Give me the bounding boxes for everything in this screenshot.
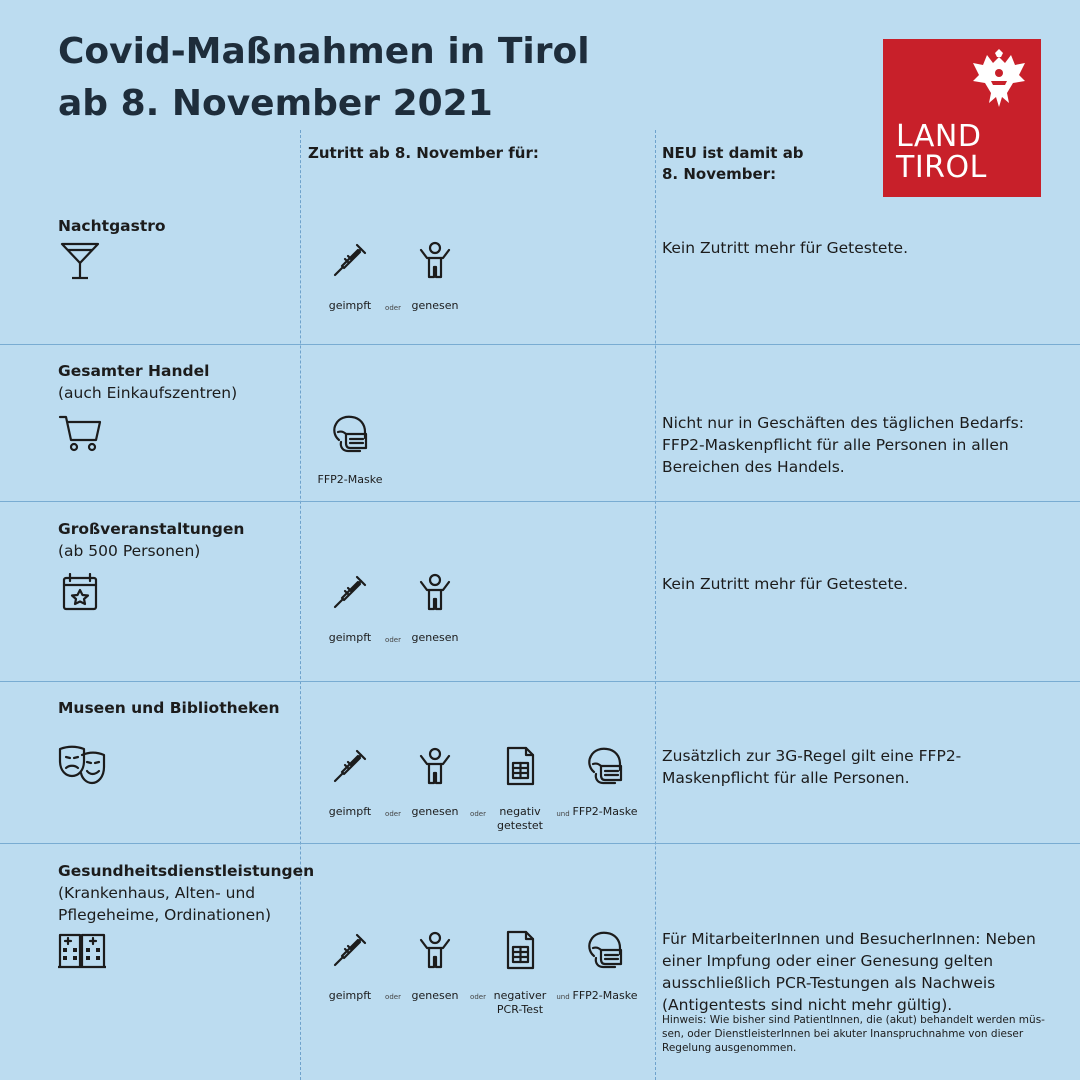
connector-oder: oder <box>385 304 401 312</box>
requirement-label: geimpft <box>328 299 372 312</box>
recovered-person-icon <box>415 572 455 612</box>
neu-text: Nicht nur in Geschäften des täglichen Bedarfs: FFP2-Maskenpflicht für alle Personen in allen Bereichen des Handels. <box>662 414 1024 476</box>
ffp2-mask-icon <box>585 930 625 970</box>
neu-text: Für MitarbeiterInnen und BesucherInnen: Neben einer Impfung oder einer Genesung gelten ausschließlich PCR-Testungen als Nachweis (Antigentests sind nicht mehr gültig). <box>662 930 1036 1014</box>
ffp2-mask-icon <box>330 414 370 454</box>
requirement-label: genesen <box>411 805 459 818</box>
connector-und: und <box>556 810 570 818</box>
column-header-neu: NEU ist damit ab 8. November: <box>662 144 804 183</box>
syringe-icon <box>330 240 370 280</box>
recovered-person-icon <box>415 930 455 970</box>
test-document-icon <box>500 746 540 786</box>
requirement-geimpft <box>310 746 390 819</box>
syringe-icon <box>330 572 370 612</box>
column-divider-2 <box>655 130 656 1080</box>
land-tirol-logo <box>883 39 1041 197</box>
requirement-label: genesen <box>411 989 459 1002</box>
category-label <box>58 360 293 404</box>
connector-und: und <box>556 993 570 1001</box>
requirement-ffp2-maske <box>565 746 645 819</box>
requirement-genesen <box>395 572 475 645</box>
neu-text: Kein Zutritt mehr für Getestete. <box>662 239 908 257</box>
requirement-label: negativer PCR-Test <box>493 989 547 1016</box>
requirement-ffp2-maske <box>565 930 645 1003</box>
requirement-ffp2-maske <box>310 414 390 487</box>
category-detail: (auch Einkaufszentren) <box>58 384 238 402</box>
neu-text: Kein Zutritt mehr für Getestete. <box>662 575 908 593</box>
recovered-person-icon <box>415 746 455 786</box>
hint-text: Hinweis: Wie bisher sind PatientInnen, die (akut) behandelt werden müs-sen, oder DienstleisterInnen bei akuter Inanspruchnahme von dieser Regelung ausgenommen. <box>662 1014 1045 1054</box>
requirement-label: negativ getestet <box>497 805 543 832</box>
page-title <box>58 26 590 130</box>
title-line-1: Covid-Maßnahmen in Tirol <box>58 31 590 72</box>
requirement-label: geimpft <box>328 631 372 644</box>
category-detail: (ab 500 Personen) <box>58 542 201 560</box>
category-detail: (Krankenhaus, Alten- und Pflegeheime, Ordinationen) <box>58 884 272 924</box>
shopping-cart-icon <box>58 413 104 457</box>
logo-text-land: LAND <box>896 119 982 154</box>
category-label <box>58 518 293 562</box>
syringe-icon <box>330 930 370 970</box>
requirement-label: FFP2-Maske <box>572 989 638 1002</box>
column-divider-1 <box>300 130 301 1080</box>
category-name: Museen und Bibliotheken <box>58 699 280 717</box>
connector-oder: oder <box>470 993 486 1001</box>
title-line-2: ab 8. November 2021 <box>58 83 493 124</box>
requirement-geimpft <box>310 572 390 645</box>
connector-oder: oder <box>385 810 401 818</box>
category-label <box>58 215 293 237</box>
requirement-genesen <box>395 746 475 819</box>
category-name: Gesamter Handel <box>58 362 210 380</box>
requirement-label: FFP2-Maske <box>572 805 638 818</box>
requirement-label: genesen <box>411 299 459 312</box>
requirement-label: FFP2-Maske <box>317 473 383 486</box>
ffp2-mask-icon <box>585 746 625 786</box>
recovered-person-icon <box>415 240 455 280</box>
requirement-negativ-getestet <box>480 746 560 833</box>
calendar-star-icon <box>58 573 102 617</box>
requirement-geimpft <box>310 240 390 313</box>
connector-oder: oder <box>385 636 401 644</box>
category-name: Nachtgastro <box>58 217 166 235</box>
hospital-buildings-icon <box>58 929 106 973</box>
syringe-icon <box>330 746 370 786</box>
theater-masks-icon <box>58 745 106 789</box>
category-name: Großveranstaltungen <box>58 520 245 538</box>
requirement-label: geimpft <box>328 805 372 818</box>
requirement-label: genesen <box>411 631 459 644</box>
neu-text: Zusätzlich zur 3G-Regel gilt eine FFP2-Maskenpflicht für alle Personen. <box>662 747 962 787</box>
category-label <box>58 860 315 926</box>
category-name: Gesundheitsdienstleistungen <box>58 862 315 880</box>
category-label <box>58 697 293 719</box>
cocktail-glass-icon <box>58 241 102 285</box>
test-document-icon <box>500 930 540 970</box>
connector-oder: oder <box>470 810 486 818</box>
tirol-eagle-icon <box>971 49 1027 109</box>
row-divider <box>0 843 1080 844</box>
row-divider <box>0 501 1080 502</box>
row-divider <box>0 681 1080 682</box>
requirement-negativer-pcr-test <box>480 930 560 1017</box>
column-header-zutritt: Zutritt ab 8. November für: <box>308 144 539 162</box>
logo-text-tirol: TIROL <box>896 150 987 185</box>
connector-oder: oder <box>385 993 401 1001</box>
row-divider <box>0 344 1080 345</box>
requirement-label: geimpft <box>328 989 372 1002</box>
requirement-genesen <box>395 240 475 313</box>
